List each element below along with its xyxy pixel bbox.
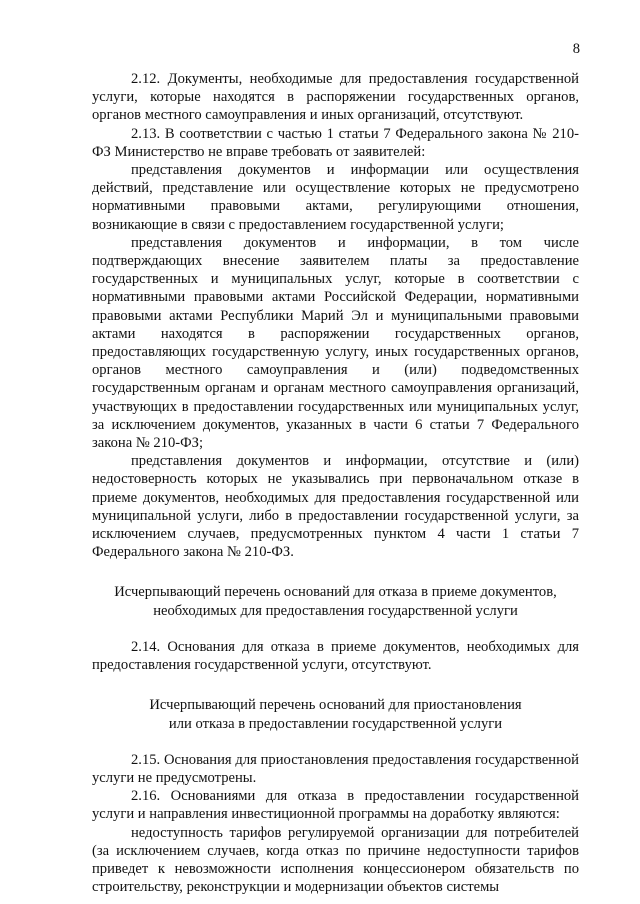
paragraph-requirement-3: представления документов и информации, отсутствие и (или) недостоверность которых не указывались при первоначальном отказе в приеме документов, необходимых для предоставления государственной или муниципальной услуги, либо в предоставлении государственной услуги, за исключением случаев, предусмотренных пунктом 4 части 1 статьи 7 Федерального закона № 210-ФЗ.	[92, 453, 579, 561]
section-heading-refusal-acceptance	[92, 583, 579, 619]
paragraph-2-13: 2.13. В соответствии с частью 1 статьи 7 Федерального закона № 210-ФЗ Министерство не вправе требовать от заявителей:	[92, 125, 579, 160]
section-heading-suspension-refusal	[92, 696, 579, 732]
document-body	[92, 70, 579, 896]
page-number: 8	[572, 41, 580, 57]
paragraph-refusal-ground-1: недоступность тарифов регулируемой организации для потребителей (за исключением случаев, когда отказ по причине недоступности тарифов приведет к невозможности исполнения концессионером обязательств по строительству, реконструкции и модернизации объектов системы	[92, 824, 579, 896]
paragraph-2-15: 2.15. Основания для приостановления предоставления государственной услуги не предусмотрены.	[92, 751, 579, 786]
paragraph-requirement-2: представления документов и информации, в том числе подтверждающих внесение заявителем платы за предоставление государственных и муниципальных услуг, которые в соответствии с нормативными правовыми актами Российской Федерации, нормативными правовыми актами Республики Марий Эл и муниципальными правовыми актами находятся в распоряжении государственных органов, предоставляющих государственную услугу, иных государственных органов, органов местного самоуправления и (или) подведомственных государственным органам и органам местного самоуправления организаций, участвующих в предоставлении государственных или муниципальных услуг, за исключением документов, указанных в части 6 статьи 7 Федерального закона № 210-ФЗ;	[92, 234, 579, 452]
paragraph-requirement-1: представления документов и информации или осуществления действий, представление или осуществление которых не предусмотрено нормативными правовыми актами, регулирующими отношения, возникающие в связи с предоставлением государственной услуги;	[92, 162, 579, 233]
paragraph-2-12: 2.12. Документы, необходимые для предоставления государственной услуги, которые находятся в распоряжении государственных органов, органов местного самоуправления и иных организаций, отсутствуют.	[92, 71, 579, 124]
paragraph-2-14: 2.14. Основания для отказа в приеме документов, необходимых для предоставления государственной услуги, отсутствуют.	[92, 638, 579, 674]
heading-line: или отказа в предоставлении государственной услуги	[168, 715, 503, 732]
paragraph-2-16: 2.16. Основаниями для отказа в предоставлении государственной услуги и направления инвестиционной программы на доработку являются:	[92, 788, 579, 823]
heading-line: Исчерпывающий перечень оснований для отказа в приеме документов,	[114, 584, 557, 601]
heading-line: Исчерпывающий перечень оснований для приостановления	[149, 697, 522, 714]
heading-line: необходимых для предоставления государственной услуги	[153, 602, 518, 619]
